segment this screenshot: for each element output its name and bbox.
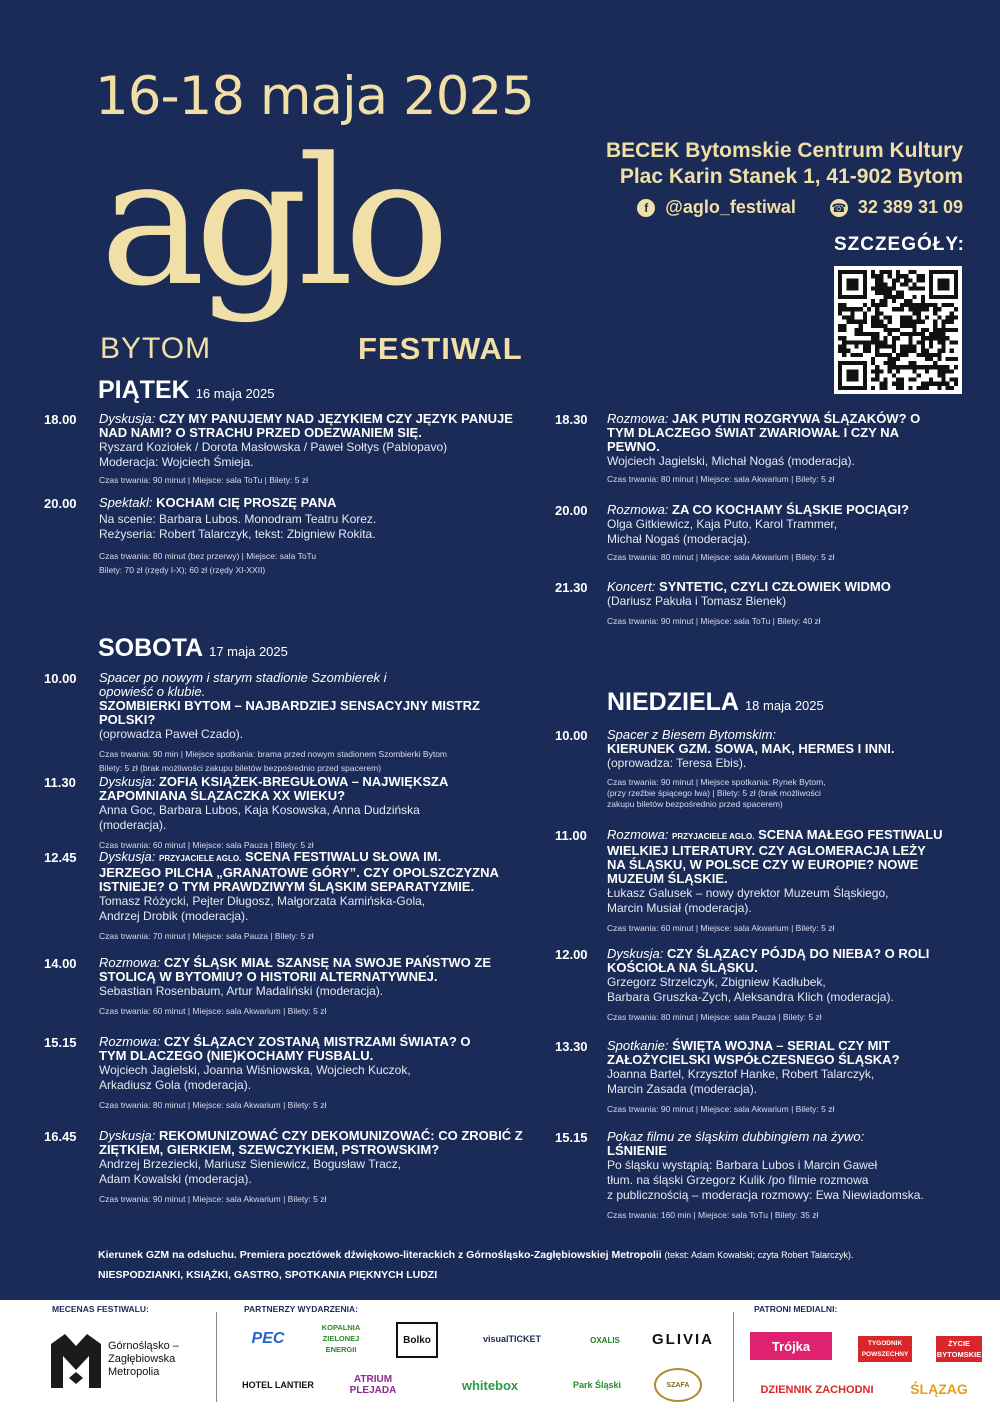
partner-logo: GLIVIA: [651, 1330, 714, 1348]
day-heading-friday: [98, 376, 274, 405]
event-meta: Czas trwania: 60 minut | Miejsce: sala Pauza | Bilety: 5 zł: [99, 840, 314, 850]
event-time: 16.45: [44, 1129, 77, 1144]
event-type: Rozmowa:: [99, 1034, 161, 1049]
day-heading-sunday: [607, 688, 824, 717]
event-people: z publicznością – moderacja rozmowy: Ewa Niewiadomska.: [607, 1188, 924, 1202]
event-title: SCENA MAŁEGO FESTIWALU WIELKIEJ LITERATURY. CZY AGLOMERACJA LEŻY NA ŚLĄSKU, W POLSCE CZY W EUROPIE? NOWE MUZEUM ŚLĄSKIE.: [607, 827, 943, 886]
partner-logo: OXALIS: [590, 1335, 620, 1345]
partner-logo: visualTICKET: [482, 1333, 541, 1344]
event-people: (Dariusz Pakuła i Tomasz Bienek): [607, 594, 787, 608]
event-time: 18.30: [555, 412, 588, 427]
phone-icon: ☎: [831, 200, 847, 215]
phone-number[interactable]: 32 389 31 09: [857, 197, 963, 217]
event-time: 11.30: [44, 775, 76, 790]
event-tag: PRZYJACIELE AGLO.: [158, 854, 242, 863]
partner-logo: whitebox: [461, 1377, 519, 1393]
event-meta: Czas trwania: 80 minut | Miejsce: sala Akwarium | Bilety: 5 zł: [99, 1100, 327, 1110]
event-people: Joanna Bartel, Krzysztof Hanke, Robert Talarczyk,: [607, 1067, 875, 1081]
event-type: Dyskusja:: [99, 774, 156, 789]
event-people: Olga Gitkiewicz, Kaja Puto, Karol Trammer,: [607, 517, 838, 531]
event-meta: Czas trwania: 80 minut | Miejsce: sala Akwarium | Bilety: 5 zł: [607, 474, 835, 484]
gzm-logo-icon: [50, 1334, 102, 1388]
partner-logo: PEC: [251, 1329, 285, 1347]
event-people: Wojciech Jagielski, Michał Nogaś (moderacja).: [607, 454, 855, 468]
sponsors-bar: [0, 1300, 1000, 1414]
partner-logo: HOTEL LANTIER: [242, 1379, 314, 1390]
event-type: Pokaz filmu ze śląskim dubbingiem na żywo:: [607, 1129, 865, 1144]
media-logo: DZIENNIK ZACHODNI: [760, 1383, 874, 1396]
event-people: Reżyseria: Robert Talarczyk, tekst: Zbigniew Rokita.: [99, 527, 376, 541]
event-title: SCENA FESTIWALU SŁOWA IM. JERZEGO PILCHA „GRANATOWE GÓRY”. CZY OPOLSZCZYZNA ISTNIEJE? O TYM PRAWDZIWYM ŚLĄSKIM SEPARATYZMIE.: [99, 849, 499, 894]
event-people: Łukasz Galusek – nowy dyrektor Muzeum Śląskiego,: [607, 886, 889, 900]
event-people: (oprowadza Paweł Czado).: [99, 727, 244, 741]
event-people: Ryszard Koziołek / Dorota Masłowska / Paweł Sołtys (Pablopavo): [99, 440, 448, 454]
media-logo: ŻYCIE BYTOMSKIE: [936, 1336, 982, 1362]
event-type: Spacer po nowym i starym stadionie Szombierek i opowieść o klubie.: [99, 670, 387, 699]
venue-info: [606, 138, 963, 190]
event-type: Spacer z Biesem Bytomskim:: [607, 727, 777, 742]
day-name: NIEDZIELA: [607, 688, 739, 716]
event-meta: Czas trwania: 90 minut | Miejsce: sala Akwarium | Bilety: 5 zł: [99, 1194, 327, 1204]
qr-code[interactable]: [834, 266, 962, 394]
footer-line1-note: (tekst: Adam Kowalski; czyta Robert Talarczyk).: [664, 1250, 854, 1260]
day-date: 17 maja 2025: [209, 644, 288, 659]
divider: [216, 1312, 217, 1402]
event-meta: Czas trwania: 80 minut | Miejsce: sala Akwarium | Bilety: 5 zł: [607, 552, 835, 562]
event-people: Sebastian Rosenbaum, Artur Madaliński (moderacja).: [99, 984, 384, 998]
event-meta: Czas trwania: 90 minut | Miejsce: sala ToTu | Bilety: 40 zł: [607, 616, 821, 626]
event-title: SYNTETIC, CZYLI CZŁOWIEK WIDMO: [659, 579, 891, 594]
event-title: JAK PUTIN ROZGRYWA ŚLĄZAKÓW? O TYM DLACZEGO ŚWIAT ZWARIOWAŁ I CZY NA PEWNO.: [607, 411, 921, 454]
event-type: Dyskusja:: [607, 946, 664, 961]
event-title: KIERUNEK GZM. SOWA, MAK, HERMES I INNI.: [607, 741, 895, 756]
event-time: 15.15: [555, 1130, 588, 1145]
event-people: Andrzej Drobik (moderacja).: [99, 909, 249, 923]
event-meta: Czas trwania: 90 minut | Miejsce: sala Akwarium | Bilety: 5 zł: [607, 1104, 835, 1114]
event-time: 12.45: [44, 850, 77, 865]
event-title: CZY MY PANUJEMY NAD JĘZYKIEM CZY JĘZYK PANUJE NAD NAMI? O STRACHU PRZED ODEZWANIEM SIĘ.: [99, 411, 513, 440]
aglo-logo: aglo: [100, 120, 440, 325]
event-meta: Czas trwania: 70 minut | Miejsce: sala Pauza | Bilety: 5 zł: [99, 931, 314, 941]
event-title: REKOMUNIZOWAĆ CZY DEKOMUNIZOWAĆ: CO ZROBIĆ Z ZIĘTKIEM, GIERKIEM, SZEWCZYKIEM, PSTROWSKIM?: [99, 1128, 523, 1157]
event-people: Adam Kowalski (moderacja).: [99, 1172, 252, 1186]
event-time: 10.00: [44, 671, 77, 686]
event-people: Grzegorz Strzelczyk, Zbigniew Kadłubek,: [607, 975, 826, 989]
day-date: 18 maja 2025: [744, 698, 824, 713]
event-meta: Czas trwania: 60 minut | Miejsce: sala Akwarium | Bilety: 5 zł: [99, 1006, 327, 1016]
event-people: Marcin Musiał (moderacja).: [607, 901, 752, 915]
partner-logo: KOPALNIA ZIELONEJ ENERGII: [321, 1322, 361, 1354]
event-meta: Bilety: 5 zł (brak możliwości zakupu biletów bezpośrednio przed spacerem): [99, 763, 382, 773]
event-meta: Czas trwania: 90 minut | Miejsce spotkania: Rynek Bytom,: [607, 777, 826, 787]
event-type: Rozmowa:: [607, 827, 669, 842]
partner-logo: ATRIUM PLEJADA: [349, 1374, 397, 1396]
mecenas-label: MECENAS FESTIWALU:: [52, 1304, 149, 1314]
footer-note: [98, 1245, 853, 1285]
event-time: 13.30: [555, 1039, 588, 1054]
event-people: Marcin Zasada (moderacja).: [607, 1082, 758, 1096]
event-meta: (przy rzeźbie śpiącego lwa) | Bilety: 5 zł (brak możliwości: [607, 788, 821, 798]
partners-label: PARTNERZY WYDARZENIA:: [244, 1304, 358, 1314]
event-type: Rozmowa:: [99, 955, 161, 970]
event-tag: PRZYJACIELE AGLO.: [672, 832, 755, 841]
event-type: Spotkanie:: [607, 1038, 669, 1053]
event-meta: Czas trwania: 160 min | Miejsce: sala ToTu | Bilety: 35 zł: [607, 1210, 819, 1220]
event-title: LŚNIENIE: [607, 1143, 667, 1158]
event-title: ZA CO KOCHAMY ŚLĄSKIE POCIĄGI?: [672, 502, 909, 517]
event-type: Rozmowa:: [607, 411, 669, 426]
event-type: Dyskusja:: [99, 411, 156, 426]
divider: [733, 1312, 734, 1402]
partner-logo: Bolko: [396, 1322, 438, 1358]
event-people: Andrzej Brzeziecki, Mariusz Sieniewicz, Bogusław Tracz,: [99, 1157, 402, 1171]
event-people: Moderacja: Wojciech Śmieja.: [99, 455, 254, 469]
event-title: SZOMBIERKI BYTOM – NAJBARDZIEJ SENSACYJNY MISTRZ POLSKI?: [99, 698, 480, 727]
event-time: 11.00: [555, 828, 587, 843]
event-meta: Czas trwania: 90 min | Miejsce spotkania: brama przed nowym stadionem Szombierki Bytom: [99, 749, 448, 759]
event-people: tłum. na śląski Grzegorz Kulik /po filmie rozmowa: [607, 1173, 869, 1187]
venue-address: Plac Karin Stanek 1, 41-902 Bytom: [619, 165, 963, 188]
media-logo: ŚLĄZAG: [910, 1380, 968, 1397]
event-title: CZY ŚLĄZACY ZOSTANĄ MISTRZAMI ŚWIATA? O TYM DLACZEGO (NIE)KOCHAMY FUSBALU.: [99, 1034, 471, 1063]
media-logo: TYGODNIK POWSZECHNY: [858, 1336, 912, 1362]
logo-bytom: BYTOM: [100, 332, 212, 365]
event-people: Barbara Gruszka-Zych, Aleksandra Klich (moderacja).: [607, 990, 894, 1004]
day-date: 16 maja 2025: [195, 386, 275, 401]
day-name: PIĄTEK: [98, 376, 190, 404]
event-type: Rozmowa:: [607, 502, 669, 517]
event-people: (oprowadza: Teresa Ebis).: [607, 756, 747, 770]
event-meta: Bilety: 70 zł (rzędy I-X); 60 zł (rzędy XI-XXII): [99, 565, 266, 575]
footer-line2: NIESPODZIANKI, KSIĄŻKI, GASTRO, SPOTKANIA PIĘKNYCH LUDZI: [98, 1269, 438, 1281]
event-time: 21.30: [555, 580, 588, 595]
event-type: Spektakl:: [99, 495, 153, 510]
event-meta: Czas trwania: 60 minut | Miejsce: sala Akwarium | Bilety: 5 zł: [607, 923, 835, 933]
logo-festiwal: FESTIWAL: [358, 331, 523, 366]
festival-dates: 16-18 maja 2025: [95, 66, 534, 127]
event-time: 10.00: [555, 728, 588, 743]
event-people: Wojciech Jagielski, Joanna Wiśniowska, Wojciech Kuczok,: [99, 1063, 411, 1077]
event-title: CZY ŚLĄSK MIAŁ SZANSĘ NA SWOJE PAŃSTWO ZE STOLICĄ W BYTOMIU? O HISTORII ALTERNATYWNEJ.: [99, 955, 491, 984]
event-meta: Czas trwania: 90 minut | Miejsce: sala ToTu | Bilety: 5 zł: [99, 475, 308, 485]
partner-logo: SZAFA: [654, 1368, 702, 1402]
footer-line1: Kierunek GZM na odsłuchu. Premiera pocztówek dźwiękowo-literackich z Górnośląsko-Zagłębiowskiej Metropolii: [98, 1249, 662, 1261]
event-type: Dyskusja:: [99, 1128, 156, 1143]
event-time: 15.15: [44, 1035, 77, 1050]
event-people: Na scenie: Barbara Lubos. Monodram Teatru Korez.: [99, 512, 377, 526]
media-label: PATRONI MEDIALNI:: [754, 1304, 838, 1314]
mecenas-name: Górnośląsko –Zagłębiowska Metropolia: [108, 1340, 179, 1378]
event-people: Arkadiusz Gola (moderacja).: [99, 1078, 252, 1092]
event-title: CZY ŚLĄZACY PÓJDĄ DO NIEBA? O ROLI KOŚCIOŁA NA ŚLĄSKU.: [607, 946, 930, 975]
event-meta: Czas trwania: 80 minut (bez przerwy) | Miejsce: sala ToTu: [99, 551, 317, 561]
event-people: Tomasz Różycki, Pejter Długosz, Małgorzata Kamińska-Gola,: [99, 894, 426, 908]
qr-code-image: [838, 270, 958, 390]
facebook-icon: f: [637, 199, 655, 217]
contact-info: [637, 197, 963, 218]
event-people: Anna Goc, Barbara Lubos, Kaja Kosowska, Anna Dudzińska (moderacja).: [99, 803, 420, 832]
day-heading-saturday: [98, 634, 288, 663]
event-time: 14.00: [44, 956, 77, 971]
event-title: KOCHAM CIĘ PROSZĘ PANA: [156, 495, 337, 510]
event-meta: Czas trwania: 80 minut | Miejsce: sala Pauza | Bilety: 5 zł: [607, 1012, 822, 1022]
facebook-handle[interactable]: @aglo_festiwal: [665, 197, 796, 217]
event-title: ŚWIĘTA WOJNA – SERIAL CZY MIT ZAŁOŻYCIELSKI WSPÓŁCZESNEGO ŚLĄSKA?: [607, 1038, 900, 1067]
partner-logo: Park Śląski: [572, 1379, 622, 1390]
venue-name: BECEK Bytomskie Centrum Kultury: [605, 139, 963, 162]
day-name: SOBOTA: [98, 634, 204, 662]
event-title: ZOFIA KSIĄŻEK-BREGUŁOWA – NAJWIĘKSZA ZAPOMNIANA ŚLĄZACZKA XX WIEKU?: [99, 774, 448, 803]
event-time: 12.00: [555, 947, 588, 962]
event-meta: zakupu biletów bezpośrednio przed spacerem): [607, 799, 783, 809]
event-time: 18.00: [44, 412, 77, 427]
event-time: 20.00: [555, 503, 588, 518]
event-time: 20.00: [44, 496, 77, 511]
details-label: SZCZEGÓŁY:: [833, 234, 965, 255]
media-logo: Trójka: [750, 1332, 832, 1360]
event-people: Po śląsku wystąpią: Barbara Lubos i Marcin Gaweł: [607, 1158, 878, 1172]
event-type: Koncert:: [607, 579, 656, 594]
event-type: Dyskusja:: [99, 849, 156, 864]
event-people: Michał Nogaś (moderacja).: [607, 532, 751, 546]
